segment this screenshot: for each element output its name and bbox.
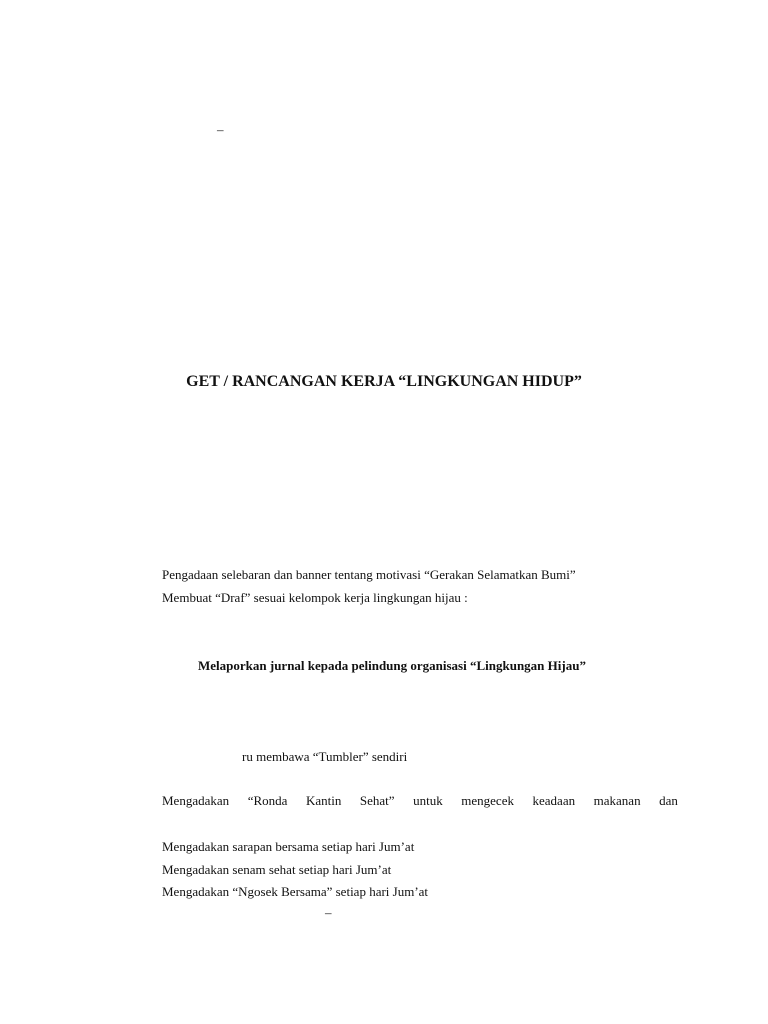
word: Sehat” bbox=[359, 793, 395, 808]
text-line-membuat: Membuat “Draf” sesuai kelompok kerja lingkungan hijau : bbox=[162, 590, 468, 605]
text-line-pengadaan: Pengadaan selebaran dan banner tentang motivasi “Gerakan Selamatkan Bumi” bbox=[162, 567, 576, 582]
text-line-sarapan: Mengadakan sarapan bersama setiap hari Jum’at bbox=[162, 839, 415, 854]
word: keadaan bbox=[532, 793, 576, 808]
word: Mengadakan bbox=[162, 793, 230, 808]
dash-mark-bottom: – bbox=[325, 905, 332, 920]
word: dan bbox=[659, 793, 678, 808]
text-line-tumbler: ru membawa “Tumbler” sendiri bbox=[242, 749, 408, 764]
word: makanan bbox=[593, 793, 641, 808]
word: Kantin bbox=[305, 793, 342, 808]
word: “Ronda bbox=[247, 793, 288, 808]
text-line-melaporkan: Melaporkan jurnal kepada pelindung organisasi “Lingkungan Hijau” bbox=[198, 658, 586, 673]
document-title: GET / RANCANGAN KERJA “LINGKUNGAN HIDUP” bbox=[186, 373, 582, 390]
text-line-ngosek: Mengadakan “Ngosek Bersama” setiap hari Jum’at bbox=[162, 884, 429, 899]
word: untuk bbox=[413, 793, 443, 808]
word: mengecek bbox=[461, 793, 514, 808]
text-line-ronda-kantin bbox=[162, 793, 678, 809]
dash-mark-top: – bbox=[217, 122, 224, 137]
text-line-senam: Mengadakan senam sehat setiap hari Jum’at bbox=[162, 862, 392, 877]
